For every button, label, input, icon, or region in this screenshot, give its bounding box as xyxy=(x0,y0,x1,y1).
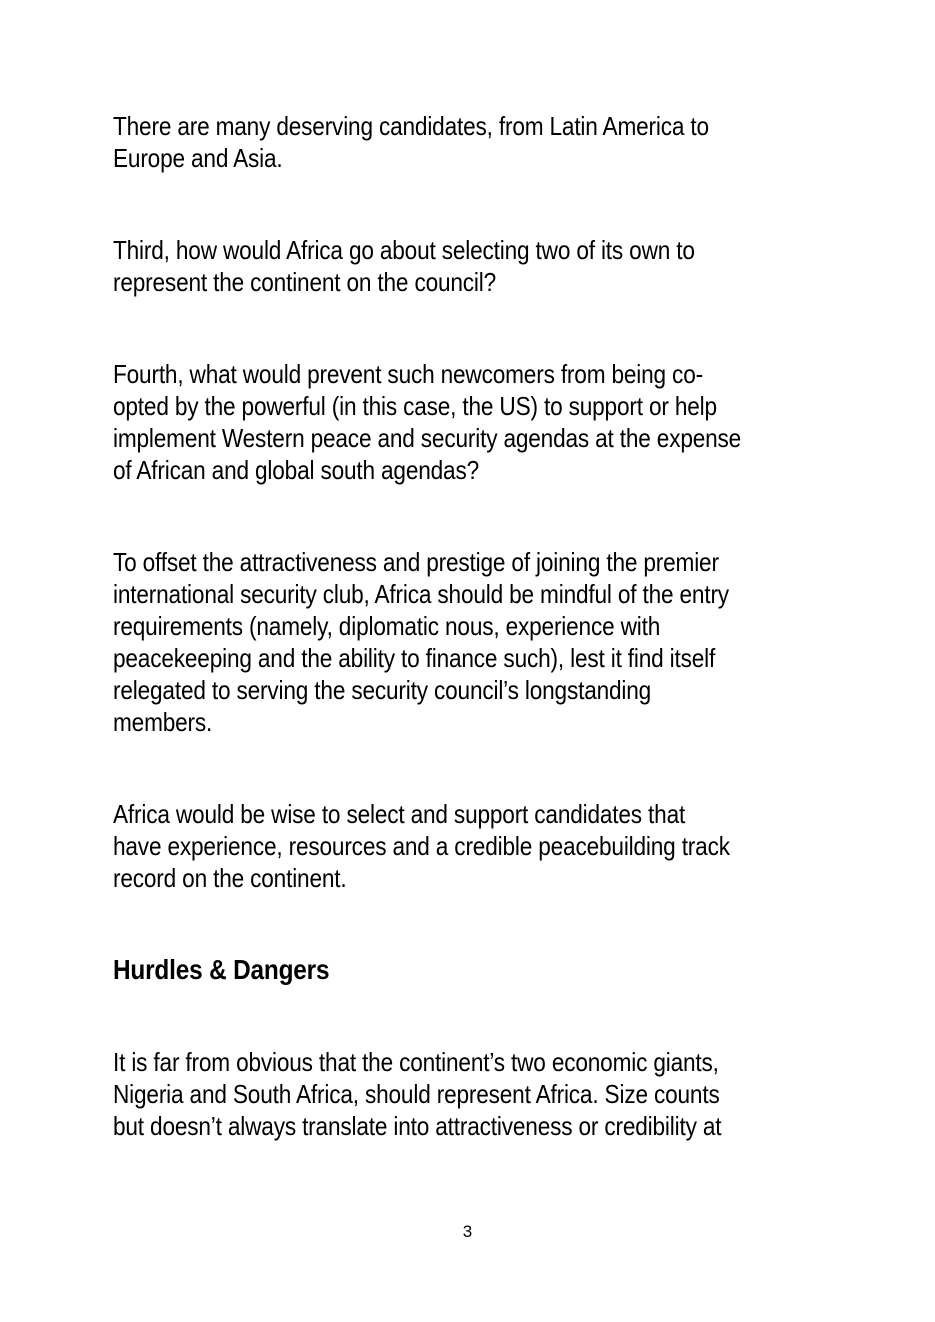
text-line: but doesn’t always translate into attractiveness or credibility at xyxy=(113,1111,722,1141)
text-line: opted by the powerful (in this case, the US) to support or help xyxy=(113,391,717,421)
paragraph xyxy=(113,110,853,174)
text-line: implement Western peace and security agendas at the expense xyxy=(113,423,742,453)
text-line: Fourth, what would prevent such newcomers from being co- xyxy=(113,359,703,389)
paragraph xyxy=(113,1046,853,1142)
text-line: members. xyxy=(113,707,213,737)
text-line: peacekeeping and the ability to finance such), lest it find itself xyxy=(113,643,716,673)
text-line: requirements (namely, diplomatic nous, experience with xyxy=(113,611,661,641)
text-line: Nigeria and South Africa, should represent Africa. Size counts xyxy=(113,1079,720,1109)
document-body xyxy=(113,110,853,1202)
text-line: Europe and Asia. xyxy=(113,143,283,173)
text-line: represent the continent on the council? xyxy=(113,267,497,297)
text-line: Hurdles & Dangers xyxy=(113,954,330,985)
text-line: of African and global south agendas? xyxy=(113,455,479,485)
text-line: international security club, Africa should be mindful of the entry xyxy=(113,579,729,609)
text-line: Third, how would Africa go about selecting two of its own to xyxy=(113,235,695,265)
paragraph xyxy=(113,358,853,486)
section-heading xyxy=(113,954,853,986)
page-number: 3 xyxy=(462,1222,473,1241)
text-line: To offset the attractiveness and prestige of joining the premier xyxy=(113,547,719,577)
text-line: record on the continent. xyxy=(113,863,347,893)
paragraph xyxy=(113,798,853,894)
paragraph xyxy=(113,546,853,738)
text-line: relegated to serving the security council’s longstanding xyxy=(113,675,652,705)
text-line: Africa would be wise to select and support candidates that xyxy=(113,799,686,829)
text-line: have experience, resources and a credible peacebuilding track xyxy=(113,831,730,861)
paragraph xyxy=(113,234,853,298)
text-line: There are many deserving candidates, from Latin America to xyxy=(113,111,709,141)
text-line: It is far from obvious that the continent’s two economic giants, xyxy=(113,1047,719,1077)
